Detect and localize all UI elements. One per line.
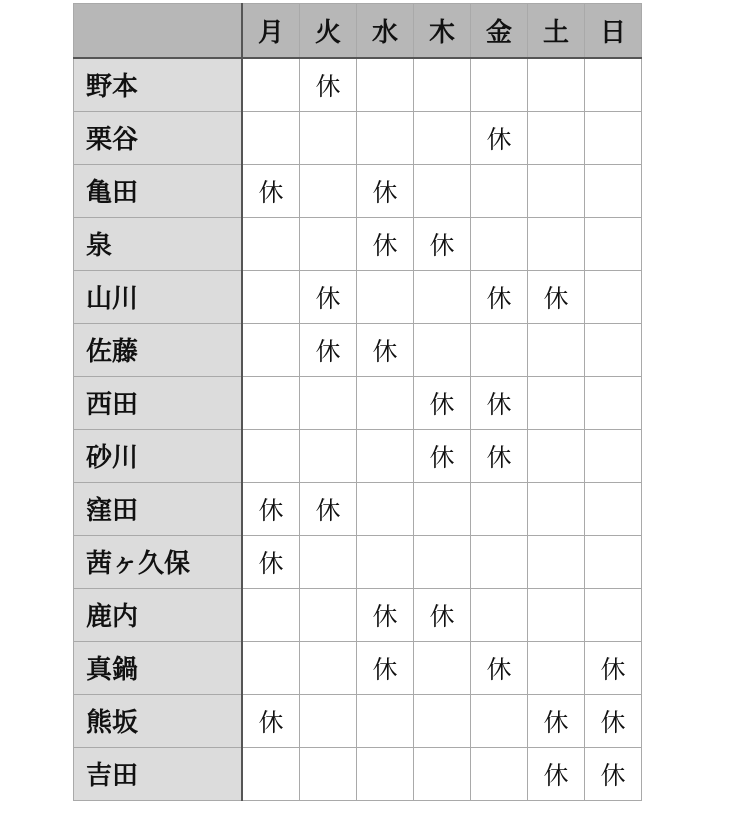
day-cell-wed: [357, 270, 414, 323]
table-row: [74, 641, 642, 694]
day-cell-tue: [300, 535, 357, 588]
employee-name-cell: 砂川: [74, 429, 243, 482]
day-cell-tue: 休: [300, 482, 357, 535]
day-cell-wed: [357, 111, 414, 164]
header-corner-cell: [74, 4, 243, 59]
day-cell-thu: [414, 111, 471, 164]
day-cell-sun: [585, 429, 642, 482]
day-cell-tue: [300, 641, 357, 694]
day-cell-fri: [471, 535, 528, 588]
shift-schedule-table: [73, 3, 642, 801]
day-cell-fri: [471, 217, 528, 270]
day-cell-sat: [528, 111, 585, 164]
day-cell-wed: [357, 535, 414, 588]
employee-name-cell: 茜ヶ久保: [74, 535, 243, 588]
table-body: [74, 58, 642, 800]
day-cell-tue: [300, 747, 357, 800]
column-header-fri: 金: [471, 4, 528, 59]
day-cell-wed: 休: [357, 217, 414, 270]
column-header-wed: 水: [357, 4, 414, 59]
day-cell-fri: 休: [471, 376, 528, 429]
day-cell-thu: 休: [414, 588, 471, 641]
employee-name-cell: 亀田: [74, 164, 243, 217]
day-cell-tue: [300, 111, 357, 164]
day-cell-mon: [242, 217, 300, 270]
day-cell-tue: 休: [300, 270, 357, 323]
table-row: [74, 323, 642, 376]
day-cell-wed: [357, 482, 414, 535]
day-cell-thu: [414, 694, 471, 747]
employee-name-cell: 熊坂: [74, 694, 243, 747]
day-cell-mon: [242, 111, 300, 164]
table-row: [74, 376, 642, 429]
table-row: [74, 111, 642, 164]
day-cell-wed: 休: [357, 588, 414, 641]
table-row: [74, 164, 642, 217]
day-cell-fri: [471, 482, 528, 535]
column-header-sat: 土: [528, 4, 585, 59]
day-cell-sun: [585, 482, 642, 535]
day-cell-sat: [528, 535, 585, 588]
day-cell-fri: [471, 588, 528, 641]
day-cell-sat: [528, 323, 585, 376]
day-cell-tue: [300, 376, 357, 429]
day-cell-fri: 休: [471, 641, 528, 694]
day-cell-thu: 休: [414, 376, 471, 429]
day-cell-mon: [242, 429, 300, 482]
column-header-tue: 火: [300, 4, 357, 59]
day-cell-thu: [414, 58, 471, 111]
day-cell-wed: [357, 376, 414, 429]
employee-name-cell: 野本: [74, 58, 243, 111]
day-cell-sat: [528, 376, 585, 429]
day-cell-sat: 休: [528, 694, 585, 747]
day-cell-mon: [242, 588, 300, 641]
day-cell-thu: [414, 164, 471, 217]
day-cell-fri: [471, 323, 528, 376]
day-cell-sun: 休: [585, 694, 642, 747]
employee-name-cell: 山川: [74, 270, 243, 323]
day-cell-sat: 休: [528, 747, 585, 800]
day-cell-thu: [414, 270, 471, 323]
table-row: [74, 535, 642, 588]
day-cell-tue: 休: [300, 323, 357, 376]
day-cell-fri: [471, 164, 528, 217]
day-cell-fri: [471, 747, 528, 800]
employee-name-cell: 西田: [74, 376, 243, 429]
day-cell-wed: [357, 694, 414, 747]
day-cell-thu: [414, 747, 471, 800]
employee-name-cell: 吉田: [74, 747, 243, 800]
day-cell-sun: [585, 58, 642, 111]
table-row: [74, 747, 642, 800]
day-cell-mon: [242, 641, 300, 694]
day-cell-thu: [414, 482, 471, 535]
day-cell-mon: [242, 270, 300, 323]
day-cell-wed: [357, 747, 414, 800]
day-cell-sun: 休: [585, 641, 642, 694]
day-cell-wed: [357, 58, 414, 111]
day-cell-sun: [585, 111, 642, 164]
day-cell-sun: [585, 376, 642, 429]
day-cell-thu: [414, 641, 471, 694]
day-cell-sat: [528, 429, 585, 482]
table-row: [74, 270, 642, 323]
day-cell-tue: [300, 588, 357, 641]
day-cell-sat: [528, 58, 585, 111]
employee-name-cell: 泉: [74, 217, 243, 270]
day-cell-sat: [528, 164, 585, 217]
column-header-thu: 木: [414, 4, 471, 59]
day-cell-sat: [528, 641, 585, 694]
table-row: [74, 58, 642, 111]
day-cell-wed: 休: [357, 641, 414, 694]
employee-name-cell: 栗谷: [74, 111, 243, 164]
table-row: [74, 694, 642, 747]
day-cell-wed: [357, 429, 414, 482]
table-row: [74, 588, 642, 641]
header-row: [74, 4, 642, 59]
day-cell-sat: [528, 217, 585, 270]
day-cell-fri: [471, 58, 528, 111]
day-cell-fri: [471, 694, 528, 747]
employee-name-cell: 鹿内: [74, 588, 243, 641]
day-cell-sun: 休: [585, 747, 642, 800]
day-cell-mon: 休: [242, 164, 300, 217]
employee-name-cell: 佐藤: [74, 323, 243, 376]
day-cell-sun: [585, 588, 642, 641]
day-cell-tue: 休: [300, 58, 357, 111]
day-cell-mon: [242, 323, 300, 376]
day-cell-sat: [528, 588, 585, 641]
day-cell-thu: [414, 323, 471, 376]
day-cell-fri: 休: [471, 111, 528, 164]
table-row: [74, 217, 642, 270]
day-cell-tue: [300, 217, 357, 270]
day-cell-mon: [242, 747, 300, 800]
day-cell-mon: 休: [242, 482, 300, 535]
day-cell-fri: 休: [471, 270, 528, 323]
day-cell-thu: 休: [414, 429, 471, 482]
day-cell-sun: [585, 535, 642, 588]
day-cell-sun: [585, 270, 642, 323]
day-cell-mon: [242, 58, 300, 111]
day-cell-tue: [300, 694, 357, 747]
day-cell-sun: [585, 217, 642, 270]
day-cell-sun: [585, 164, 642, 217]
day-cell-sat: [528, 482, 585, 535]
day-cell-mon: [242, 376, 300, 429]
table-header: [74, 4, 642, 59]
day-cell-sat: 休: [528, 270, 585, 323]
day-cell-fri: 休: [471, 429, 528, 482]
table-row: [74, 429, 642, 482]
table-row: [74, 482, 642, 535]
day-cell-thu: [414, 535, 471, 588]
day-cell-mon: 休: [242, 535, 300, 588]
day-cell-mon: 休: [242, 694, 300, 747]
employee-name-cell: 真鍋: [74, 641, 243, 694]
day-cell-wed: 休: [357, 323, 414, 376]
day-cell-sun: [585, 323, 642, 376]
day-cell-tue: [300, 429, 357, 482]
day-cell-wed: 休: [357, 164, 414, 217]
employee-name-cell: 窪田: [74, 482, 243, 535]
day-cell-tue: [300, 164, 357, 217]
column-header-sun: 日: [585, 4, 642, 59]
column-header-mon: 月: [242, 4, 300, 59]
day-cell-thu: 休: [414, 217, 471, 270]
